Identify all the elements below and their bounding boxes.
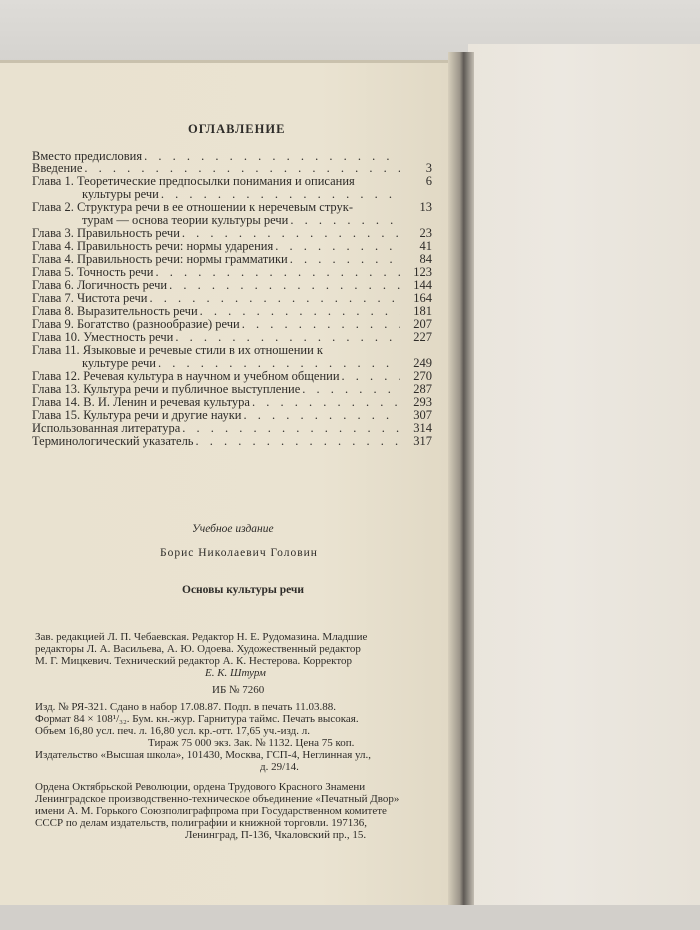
toc-row: Глава 1. Теоретические предпосылки понимания и описания 6 xyxy=(32,174,432,188)
staff-line: Зав. редакцией Л. П. Чебаевская. Редактор Н. Е. Рудомазина. Младшие xyxy=(35,631,368,643)
toc-row: Глава 3. Правильность речи . . . 23 xyxy=(32,227,432,240)
pub-line: Изд. № РЯ-321. Сдано в набор 17.08.87. Подп. в печать 11.03.88. xyxy=(35,701,336,713)
pub-line: Издательство «Высшая школа», 101430, Москва, ГСП-4, Неглинная ул., xyxy=(35,749,372,761)
toc-row: Вместо предисловия . . . xyxy=(32,150,432,163)
edition-type: Учебное издание xyxy=(192,523,274,535)
toc-row-continued: культуры речи . . . xyxy=(82,188,432,201)
toc-row-continued: культуре речи . . . 249 xyxy=(82,357,432,370)
staff-line: М. Г. Мицкевич. Технический редактор А. К. Нестерова. Корректор xyxy=(35,655,353,667)
toc-row: Введение . . . 3 xyxy=(32,162,432,175)
toc-row: Использованная литература . . . 314 xyxy=(32,422,432,435)
table-surface xyxy=(0,905,700,930)
pub-line: Тираж 75 000 экз. Зак. № 1132. Цена 75 коп. xyxy=(148,737,355,749)
toc-row: Глава 4. Правильность речи: нормы грамматики . . . 84 xyxy=(32,253,432,266)
pub-line: Формат 84 × 108¹/₃₂. Бум. кн.-жур. Гарнитура таймс. Печать высокая. xyxy=(35,713,359,725)
toc-row: Терминологический указатель . . . 317 xyxy=(32,435,432,448)
printer-line: имени А. М. Горького Союзполиграфпрома при Государственном комитете xyxy=(35,805,387,817)
pub-line: д. 29/14. xyxy=(260,761,299,773)
ib-number: ИБ № 7260 xyxy=(212,684,265,696)
toc-row: Глава 14. В. И. Ленин и речевая культура . . . 293 xyxy=(32,396,432,409)
toc-row: Глава 10. Уместность речи . . . 227 xyxy=(32,331,432,344)
author-name: Борис Николаевич Головин xyxy=(160,547,318,559)
toc-row: Глава 9. Богатство (разнообразие) речи . . . 207 xyxy=(32,318,432,331)
toc-row: Глава 12. Речевая культура в научном и учебном общении . . . 270 xyxy=(32,370,432,383)
toc-row: Глава 15. Культура речи и другие науки . . . 307 xyxy=(32,409,432,422)
printer-line: Ленинградское производственно-техническое объединение «Печатный Двор» xyxy=(35,793,400,805)
toc-row: Глава 8. Выразительность речи . . . 181 xyxy=(32,305,432,318)
printer-line: СССР по делам издательств, полиграфии и книжной торговли. 197136, xyxy=(35,817,367,829)
pub-line: Объем 16,80 усл. печ. л. 16,80 усл. кр.-отт. 17,65 уч.-изд. л. xyxy=(35,725,311,737)
staff-line: Е. К. Штурм xyxy=(205,667,266,679)
staff-line: редакторы Л. А. Васильева, А. Ю. Одоева. Художественный редактор xyxy=(35,643,361,655)
toc-title: ОГЛАВЛЕНИЕ xyxy=(188,122,286,136)
right-page-blank xyxy=(468,44,700,914)
toc-row-continued: турам — основа теории культуры речи . . . xyxy=(82,214,432,227)
book-gutter xyxy=(448,52,474,914)
printer-line: Ордена Октябрьской Революции, ордена Трудового Красного Знамени xyxy=(35,781,366,793)
book-title: Основы культуры речи xyxy=(182,584,305,596)
toc-row: Глава 11. Языковые и речевые стили в их отношении к xyxy=(32,343,323,357)
toc-row: Глава 6. Логичность речи . . . 144 xyxy=(32,279,432,292)
toc-row: Глава 2. Структура речи в ее отношении к неречевым струк- 13 xyxy=(32,200,432,214)
toc-row: Глава 7. Чистота речи . . . 164 xyxy=(32,292,432,305)
toc-row: Глава 13. Культура речи и публичное выступление . . . 287 xyxy=(32,383,432,396)
toc-row: Глава 5. Точность речи . . . 123 xyxy=(32,266,432,279)
toc-row: Глава 4. Правильность речи: нормы ударения . . . 41 xyxy=(32,240,432,253)
printer-line: Ленинград, П-136, Чкаловский пр., 15. xyxy=(185,829,367,841)
